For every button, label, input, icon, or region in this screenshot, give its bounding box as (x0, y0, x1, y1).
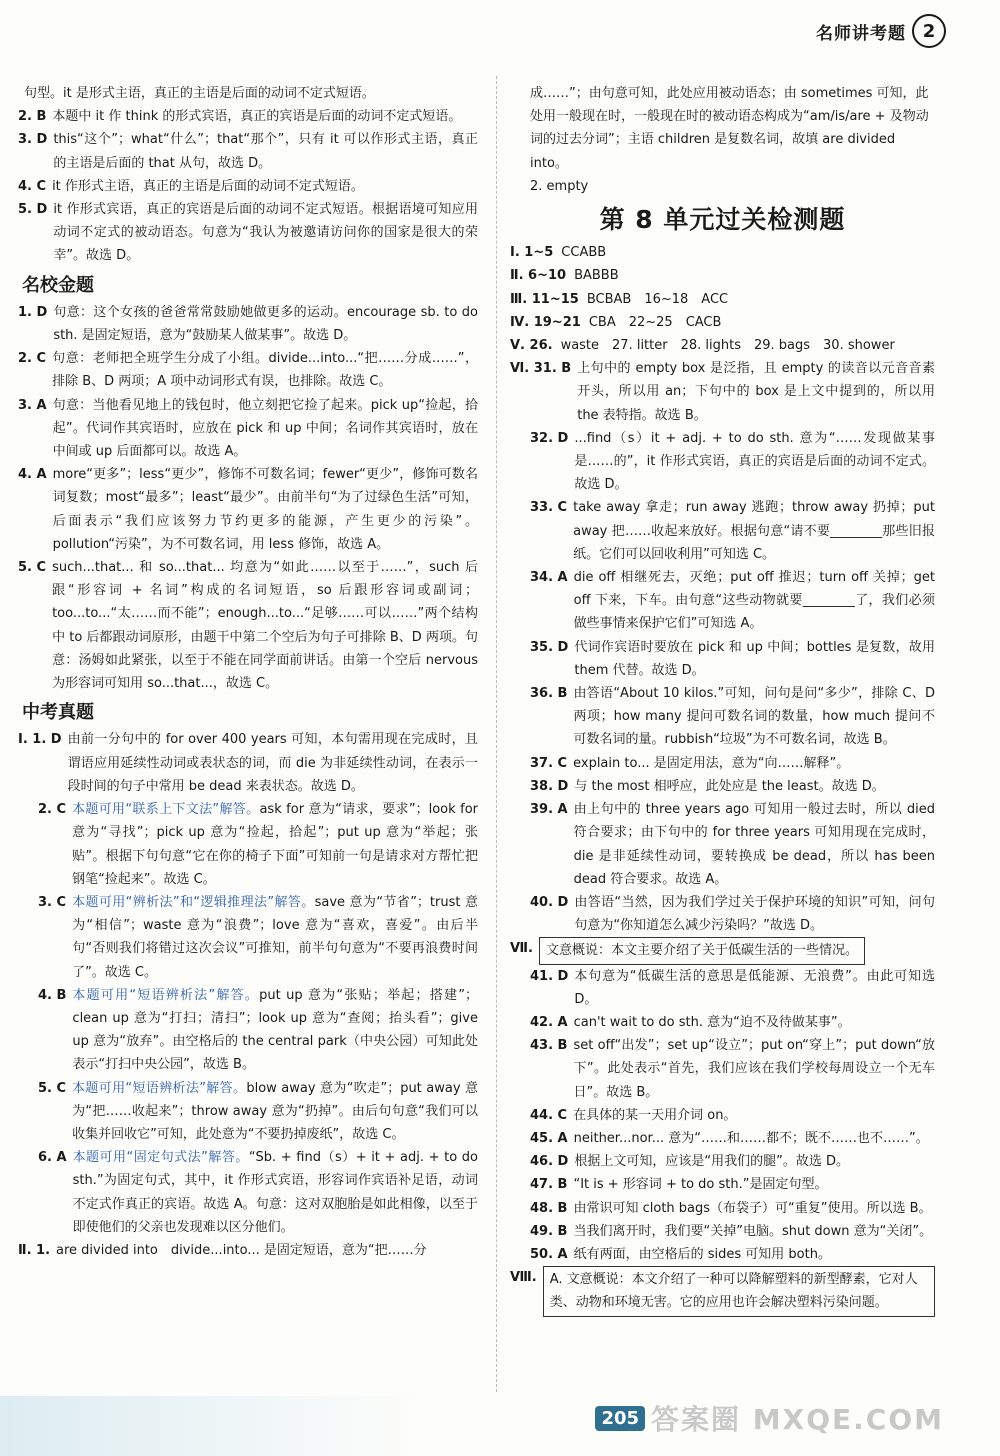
explanation-item (18, 82, 478, 105)
item-number: 5. D (18, 202, 48, 218)
item-number: 1. D (18, 304, 48, 320)
answer-key-values: CCABB (561, 245, 607, 261)
item-number: 44. C (530, 1107, 568, 1123)
item-text (574, 1243, 935, 1266)
item-number: 49. B (530, 1223, 568, 1239)
item-text (73, 1146, 478, 1239)
explanation-item (18, 347, 478, 393)
item-body: 句意：当他看见地上的钱包时，他立刻把它捡了起来。pick up“捡起，拾起”。代词作其宾语时，应放在 pick 和 up 中间；名词作其宾语时，放在中间或 up 后面都可以。故选 A。 (52, 397, 478, 460)
explanation-item (510, 1011, 935, 1034)
item-body: 代词作宾语时要放在 pick 和 up 中间；bottles 是复数，故用 them 代替。故选 D。 (574, 639, 935, 678)
item-body: “Sb. + find（s）+ it + adj. + to do sth.”为固定句式，其中，it 作形式宾语，形容词作宾语补足语，动词不定式作真正的宾语。故选 A。句意：这对双胞胎是如此相像，以至于即使他们的父亲也发现难以区分他们。 (72, 1150, 478, 1235)
item-number: 3. D (18, 132, 48, 148)
summary-box: A. 文意概说：本文介绍了一种可以降解塑料的新型酵素，它对人类、动物和环境无害。它的应用也许会解决塑料污染问题。 (543, 1266, 935, 1316)
item-number: Ⅰ. 1. D (18, 732, 62, 748)
item-text (574, 891, 935, 937)
answer-key-range: Ⅱ. 6~10 (510, 268, 567, 284)
item-text (573, 1104, 935, 1127)
item-body: 上句中的 empty box 是泛指，且 empty 的读音以元音音素开头，所以用 an；下句中的 box 是上文中提到的，所以用 the 表特指。故选 B。 (577, 361, 935, 423)
watermark: 答案圈 MXQE.COM (651, 1403, 944, 1436)
item-text (68, 728, 478, 798)
item-body: blow away 意为“吹走”；put away 意为“把……收起来”；throw away 意为“扔掉”。由后句句意“我们可以收集并回收它”可知，此处意为“不要扔掉废纸”，故选 C。 (72, 1080, 478, 1142)
item-text (574, 798, 935, 891)
item-text (72, 891, 478, 984)
item-body: 在具体的某一天用介词 on。 (573, 1107, 737, 1123)
explanation-item (18, 463, 478, 556)
item-body: 本题中 it 作 think 的形式宾语，真正的宾语是后面的动词不定式短语。 (52, 109, 462, 125)
item-text (72, 984, 478, 1077)
item-number: 40. D (530, 894, 569, 910)
answer-key-values: waste 27. litter 28. lights 29. bags 30. shower (560, 338, 895, 354)
item-body: neither...nor... 意为“……和……都不；既不……也不……”。 (573, 1130, 929, 1146)
explanation-item (18, 556, 478, 695)
explanation-item (510, 752, 935, 775)
explanation-item (510, 496, 935, 566)
item-text (53, 301, 478, 347)
corner-decoration (0, 1396, 420, 1456)
item-body: 由答语“当然，因为我们学过关于保护环境的知识”可知，问句句意为“你知道怎么减少污染吗？”故选 D。 (574, 894, 935, 934)
explanation-item (18, 1146, 478, 1239)
item-text (573, 496, 935, 566)
item-text (573, 1197, 935, 1220)
item-number: 5. C (38, 1080, 67, 1096)
item-text (574, 1150, 935, 1173)
item-number: 2. C (18, 351, 47, 367)
item-text (53, 128, 478, 174)
continued-text: 成……”；由句意可知，此处应用被动语态；由 sometimes 可知，此处用一般现在时，一般现在时的被动语态构成为“am/is/are + 及物动词的过去分词”；主语 children 是复数名词，故填 are divided into。 (530, 86, 929, 171)
item-body: 与 the most 相呼应，此处应是 the least。故选 D。 (574, 778, 885, 794)
item-body: 句意：这个女孩的爸爸常常鼓励她做更多的运动。encourage sb. to do sth. 是固定短语，意为“鼓励某人做某事”。故选 D。 (53, 304, 478, 344)
answer-key-row (510, 264, 935, 287)
explanation-item (510, 965, 935, 1011)
column-divider (496, 76, 497, 1392)
item-text (573, 752, 935, 775)
item-text (72, 1077, 478, 1147)
answer-key-values: CBA 22~25 CACB (588, 314, 722, 330)
item-text (24, 82, 478, 105)
item-body: 本句意为“低碳生活的意思是低能源、无浪费”。由此可知选 D。 (574, 968, 935, 1007)
explanation-item (18, 1239, 478, 1262)
item-number: 4. C (18, 178, 47, 194)
answer-key-row (510, 334, 935, 357)
section-label: Ⅶ. (510, 941, 533, 957)
item-text (53, 463, 478, 556)
method-hint: 本题可用“固定句式法”解答。 (72, 1150, 249, 1166)
item-number: 6. A (38, 1150, 67, 1166)
explanation-item (510, 357, 935, 427)
summary-box: 文意概说：本文主要介绍了关于低碳生活的一些情况。 (539, 937, 865, 964)
explanation-item (18, 128, 478, 174)
explanation-item (510, 1220, 935, 1243)
item-number: 32. D (530, 430, 569, 446)
item-body: it 作形式主语，真正的主语是后面的动词不定式短语。 (52, 178, 364, 194)
explanation-item (510, 1243, 935, 1266)
item-body: explain to... 是固定用法，意为“向……解释”。 (573, 755, 850, 771)
explanation-item (510, 891, 935, 937)
explanation-item (18, 728, 478, 798)
explanation-item (18, 301, 478, 347)
answer-key-row (510, 311, 935, 334)
page-number: 205 (595, 1406, 645, 1431)
item-text (53, 198, 478, 268)
item-body: put up 意为“张贴；举起；搭建”；clean up 意为“打扫；清扫”；look up 意为“查阅；抬头看”；give up 意为“放弃”。由空格后的 the central park（中央公园）可知此处表示“打扫中央公园”，故选 B。 (72, 987, 478, 1073)
item-number: 41. D (530, 968, 569, 984)
item-number: 2. C (38, 802, 67, 818)
item-text (52, 347, 478, 393)
item-body: 当我们离开时，我们要“关掉”电脑。shut down 意为“关闭”。 (573, 1223, 933, 1239)
item-text (577, 357, 935, 427)
item-number: 4. B (38, 987, 67, 1003)
item-body: more“更多”；less“更少”，修饰不可数名词；fewer“更少”，修饰可数名词复数；most“最多”；least“最少”。由前半句“为了过绿色生活”可知，后面表示“我们应该努力节约更多的能源，产生更少的污染”。pollution“污染”，为不可数名词，用 less 修饰，故选 A。 (52, 467, 478, 552)
item-body: it 作形式宾语，真正的宾语是后面的动词不定式短语。根据语境可知应用动词不定式的被动语态。句意为“我认为被邀请访问你的国家是很大的荣幸”。故选 D。 (53, 202, 478, 264)
item-body: are divided into divide...into... 是固定短语，意为“把……分 (56, 1242, 427, 1258)
item-text (573, 1220, 935, 1243)
right-column (510, 82, 935, 1317)
item-text (573, 1173, 935, 1196)
item-body: die off 相继死去，灭绝；put off 推迟；turn off 关掉；get off 下来，下车。由句意“这些动物就要________了，我们必须做些事情来保护它们”可知选 A。 (573, 570, 935, 632)
item-number: Ⅵ. 31. B (510, 361, 572, 377)
item-number: 36. B (530, 686, 568, 702)
item-body: 句型。it 是形式主语，真正的主语是后面的动词不定式短语。 (24, 86, 375, 101)
explanation-item (18, 1077, 478, 1147)
item-text (574, 566, 935, 636)
item-number: 47. B (530, 1177, 568, 1193)
item-body: ...find（s）it + adj. + to do sth. 意为“……发现做某事是……的”，it 作形式宾语，真正的宾语是后面的动词不定式。故选 D。 (574, 430, 935, 493)
item-number: 43. B (530, 1038, 568, 1054)
explanation-item (510, 798, 935, 891)
item-text (52, 105, 478, 128)
item-number: 46. D (530, 1154, 569, 1170)
item-body: 由前一分句中的 for over 400 years 可知，本句需用现在完成时，且谓语应用延续性动词或表状态的词，而 die 为非延续性动词，在表示一段时间的句子中常用 be dead 来表状态。故选 D。 (67, 732, 478, 794)
item-text (573, 682, 935, 752)
item-text (574, 775, 935, 798)
item-text (573, 1034, 935, 1104)
explanation-item (18, 175, 478, 198)
explanation-item (510, 775, 935, 798)
item-text (574, 636, 935, 682)
item-body: take away 拿走；run away 逃跑；throw away 扔掉；put away 把……收起来放好。根据句意“请不要________那些旧报纸。它们可以回收利用”可知选 C。 (573, 500, 935, 562)
method-hint: 本题可用“辨析法”和“逻辑推理法”解答。 (72, 894, 315, 910)
item-number: 5. C (18, 560, 47, 576)
explanation-item (510, 1173, 935, 1196)
item-text (574, 965, 935, 1011)
item-body: 由上句中的 three years ago 可知用一般过去时，所以 died 符合要求；由下句中的 for three years 可知用现在完成时，die 是非延续性动词，要转换成 be dead，所以 has been dead 符合要求。故选 A。 (573, 802, 935, 887)
item-text (574, 1011, 935, 1034)
answer-key-range: Ⅰ. 1~5 (510, 245, 554, 261)
explanation-item (18, 394, 478, 464)
answer-key-range: Ⅳ. 19~21 (510, 314, 581, 330)
item-body: 由答语“About 10 kilos.”可知，问句是问“多少”，排除 C、D 两项；how many 提问可数名词的数量，how much 提问不可数名词的量。rubbish“垃圾”为不可数名词，故选 B。 (573, 686, 935, 748)
explanation-item (510, 1104, 935, 1127)
method-hint: 本题可用“联系上下文法”解答。 (72, 802, 260, 818)
left-column (18, 82, 478, 1262)
answer-key-row (510, 241, 935, 264)
answer-key-range: Ⅴ. 26. (510, 338, 553, 354)
item-number: 33. C (530, 500, 568, 516)
answer-key-range: Ⅲ. 11~15 (510, 291, 579, 307)
item-number: 50. A (530, 1246, 568, 1262)
item-text (52, 175, 478, 198)
item-text (574, 1127, 935, 1150)
item-body: 句意：老师把全班学生分成了小组。divide...into...“把……分成……”，排除 B、D 两项；A 项中动词形式有误，也排除。故选 C。 (52, 351, 478, 390)
explanation-item (510, 1150, 935, 1173)
answer-key-values: BABBB (574, 268, 619, 284)
explanation-item (510, 566, 935, 636)
item-body: 根据上文可知，应该是“用我们的腿”。故选 D。 (574, 1154, 849, 1170)
explanation-item (510, 682, 935, 752)
section-title-mingxiao: 名校金题 (22, 274, 94, 296)
item-text (574, 427, 935, 497)
item-number: 42. A (530, 1014, 568, 1030)
header (816, 14, 946, 48)
item-number: 35. D (530, 639, 569, 655)
explanation-item (510, 636, 935, 682)
summary-row (510, 937, 935, 964)
summary-row (510, 1266, 935, 1316)
item-text (56, 1239, 478, 1262)
item-number: 48. B (530, 1200, 568, 1216)
answer-line: 2. empty (530, 178, 589, 194)
brand-title: 名师讲考题 (816, 23, 906, 44)
explanation-item (510, 1127, 935, 1150)
answer-key-row (510, 288, 935, 311)
item-body: such...that... 和 so...that... 均意为“如此……以至于……”，such 后跟“形容词 + 名词”构成的名词短语，so 后跟形容词或副词；too...to...“太……而不能”；enough...to...“足够……可以……”两个结构中 to 后都跟动词原形，由题干中第二个空后为句子可排除 B、D 两项。句意：汤姆如此紧张，以至于不能在同学面前讲话。由第一个空后 nervous 为形容词可知用 so...that...，故选 C。 (52, 560, 478, 692)
item-number: 37. C (530, 755, 568, 771)
footer (595, 1398, 944, 1438)
section-title-zhongkao: 中考真题 (22, 702, 94, 724)
explanation-item (510, 1197, 935, 1220)
item-number: 45. A (530, 1130, 568, 1146)
explanation-item (18, 105, 478, 128)
method-hint: 本题可用“短语辨析法”解答。 (72, 1080, 247, 1096)
answer-key-values: BCBAB 16~18 ACC (586, 291, 729, 307)
explanation-item (18, 891, 478, 984)
item-number: 3. A (18, 397, 47, 413)
item-number: 38. D (530, 778, 569, 794)
explanation-item (510, 1034, 935, 1104)
item-number: 2. B (18, 109, 47, 125)
item-text (53, 394, 478, 464)
item-number: 34. A (530, 570, 568, 586)
chapter-title: 第 8 单元过关检测题 (599, 205, 846, 235)
item-body: 纸有两面，由空格后的 sides 可知用 both。 (573, 1246, 831, 1262)
item-text (72, 798, 478, 891)
brand-logo-icon: 2 (912, 14, 946, 48)
explanation-item (18, 798, 478, 891)
item-body: can't wait to do sth. 意为“迫不及待做某事”。 (573, 1014, 851, 1030)
explanation-item (510, 427, 935, 497)
explanation-item (18, 198, 478, 268)
section-label: Ⅷ. (510, 1270, 537, 1286)
item-body: 由常识可知 cloth bags（布袋子）可“重复”使用。所以选 B。 (573, 1200, 932, 1216)
item-body: save 意为“节省”；trust 意为“相信”；waste 意为“浪费”；love 意为“喜欢，喜爱”。由后半句“否则我们将错过这次会议”可推知，前半句句意为“不要再浪费时间了”。故选 C。 (72, 894, 478, 980)
explanation-item (18, 984, 478, 1077)
item-text (52, 556, 478, 695)
item-number: Ⅱ. 1. (18, 1242, 51, 1258)
item-body: this“这个”；what“什么”；that“那个”，只有 it 可以作形式主语，真正的主语是后面的 that 从句，故选 D。 (53, 132, 478, 171)
item-number: 3. C (38, 894, 67, 910)
item-body: ask for 意为“请求，要求”；look for 意为“寻找”；pick up 意为“捡起，拾起”；put up 意为“举起；张贴”。根据下句句意“它在你的椅子下面”可知前一句是请求对方帮忙把钢笔“捡起来”。故选 C。 (72, 802, 478, 887)
item-body: set off“出发”；set up“设立”；put on“穿上”；put down“放下”。此处表示“首先，我们应该在我们学校每周设立一个无车日”。故选 B。 (573, 1038, 935, 1100)
item-body: “It is + 形容词 + to do sth.”是固定句型。 (573, 1177, 828, 1193)
method-hint: 本题可用“短语辨析法”解答。 (72, 987, 260, 1003)
item-number: 39. A (530, 802, 568, 818)
item-number: 4. A (18, 467, 47, 483)
